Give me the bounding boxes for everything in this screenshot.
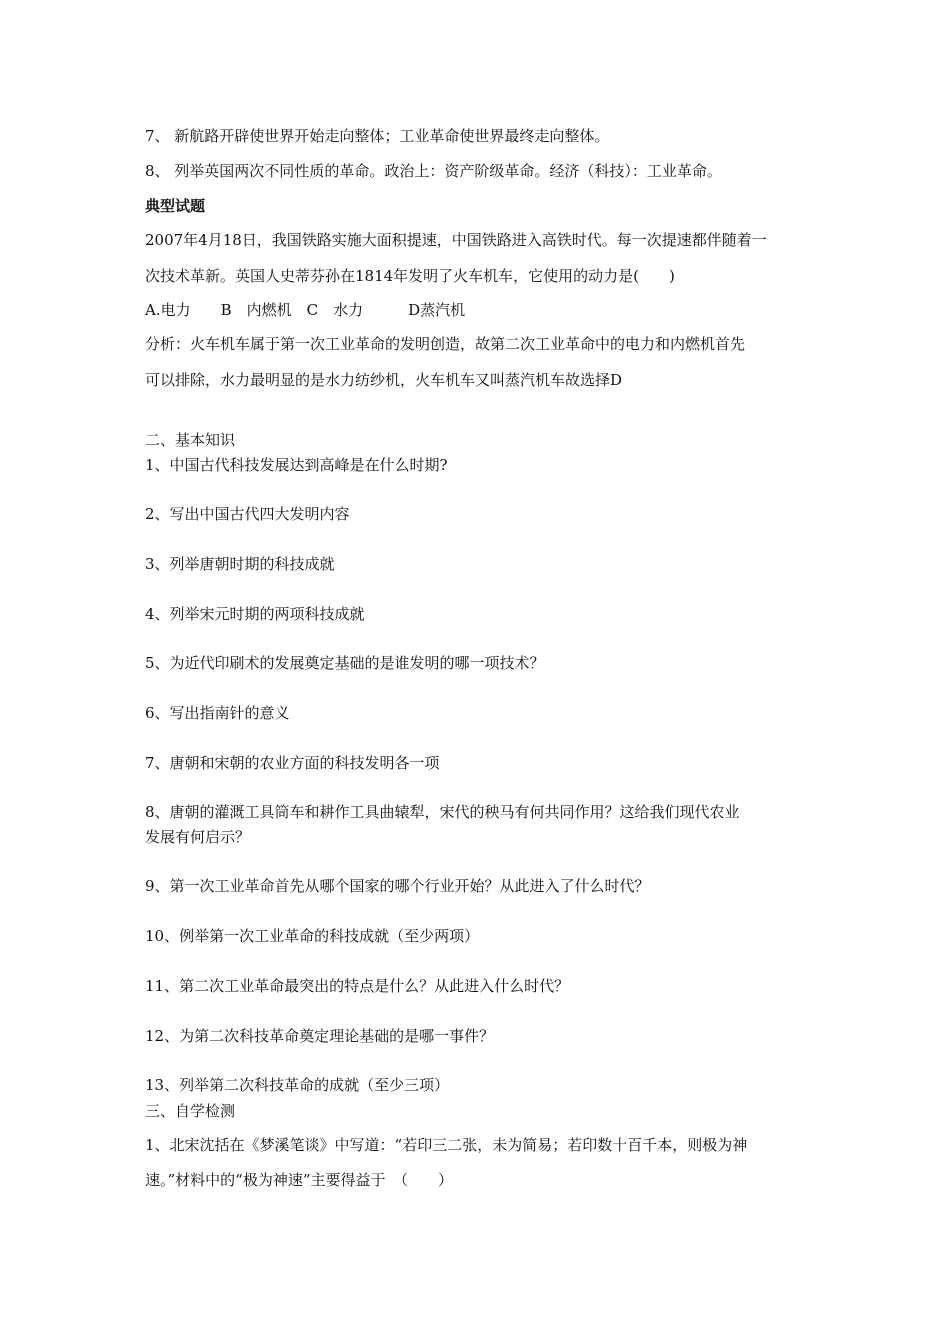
basic-question-6: 6、写出指南针的意义 bbox=[145, 704, 290, 722]
typical-question-line-1: 2007年4月18日，我国铁路实施大面积提速，中国铁路进入高铁时代。每一次提速都伴随着一 bbox=[145, 231, 767, 249]
basic-question-4: 4、列举宋元时期的两项科技成就 bbox=[145, 605, 365, 623]
self-check-heading: 三、自学检测 bbox=[145, 1102, 236, 1120]
basic-question-5: 5、为近代印刷术的发展奠定基础的是谁发明的哪一项技术？ bbox=[145, 654, 545, 672]
basic-question-1: 1、中国古代科技发展达到高峰是在什么时期? bbox=[145, 456, 448, 474]
basic-question-13: 13、列举第二次科技革命的成就（至少三项） bbox=[145, 1076, 450, 1094]
basic-knowledge-heading: 二、基本知识 bbox=[145, 431, 236, 449]
basic-question-3: 3、列举唐朝时期的科技成就 bbox=[145, 555, 335, 573]
basic-question-2: 2、写出中国古代四大发明内容 bbox=[145, 505, 350, 523]
summary-item-8: 8、 列举英国两次不同性质的革命。政治上：资产阶级革命。经济（科技）：工业革命。 bbox=[145, 162, 722, 180]
typical-analysis-line-1: 分析：火车机车属于第一次工业革命的发明创造，故第二次工业革命中的电力和内燃机首先 bbox=[145, 335, 746, 353]
basic-question-10: 10、例举第一次工业革命的科技成就（至少两项） bbox=[145, 927, 480, 945]
basic-question-11: 11、第二次工业革命最突出的特点是什么？从此进入什么时代？ bbox=[145, 977, 570, 995]
self-check-question-1-line-1: 1、北宋沈括在《梦溪笔谈》中写道：“若印三二张，未为简易；若印数十百千本，则极为神 bbox=[145, 1136, 748, 1154]
typical-question-line-2: 次技术革新。英国人史蒂芬孙在1814年发明了火车机车，它使用的动力是( ) bbox=[145, 267, 675, 285]
typical-heading: 典型试题 bbox=[145, 197, 206, 215]
basic-question-12: 12、为第二次科技革命奠定理论基础的是哪一事件？ bbox=[145, 1027, 495, 1045]
basic-question-8-line-2: 发展有何启示？ bbox=[145, 828, 251, 846]
summary-item-7: 7、 新航路开辟使世界开始走向整体；工业革命使世界最终走向整体。 bbox=[145, 127, 610, 145]
typical-analysis-line-2: 可以排除，水力最明显的是水力纺纱机，火车机车又叫蒸汽机车故选择D bbox=[145, 371, 623, 389]
basic-question-7: 7、唐朝和宋朝的农业方面的科技发明各一项 bbox=[145, 754, 440, 772]
typical-options: A.电力 B 内燃机 C 水力 D蒸汽机 bbox=[145, 301, 466, 319]
basic-question-9: 9、第一次工业革命首先从哪个国家的哪个行业开始？从此进入了什么时代？ bbox=[145, 877, 650, 895]
self-check-question-1-line-2: 速。”材料中的“极为神速”主要得益于 （ ） bbox=[145, 1171, 454, 1189]
basic-question-8-line-1: 8、唐朝的灌溉工具筒车和耕作工具曲辕犁，宋代的秧马有何共同作用？这给我们现代农业 bbox=[145, 803, 740, 821]
